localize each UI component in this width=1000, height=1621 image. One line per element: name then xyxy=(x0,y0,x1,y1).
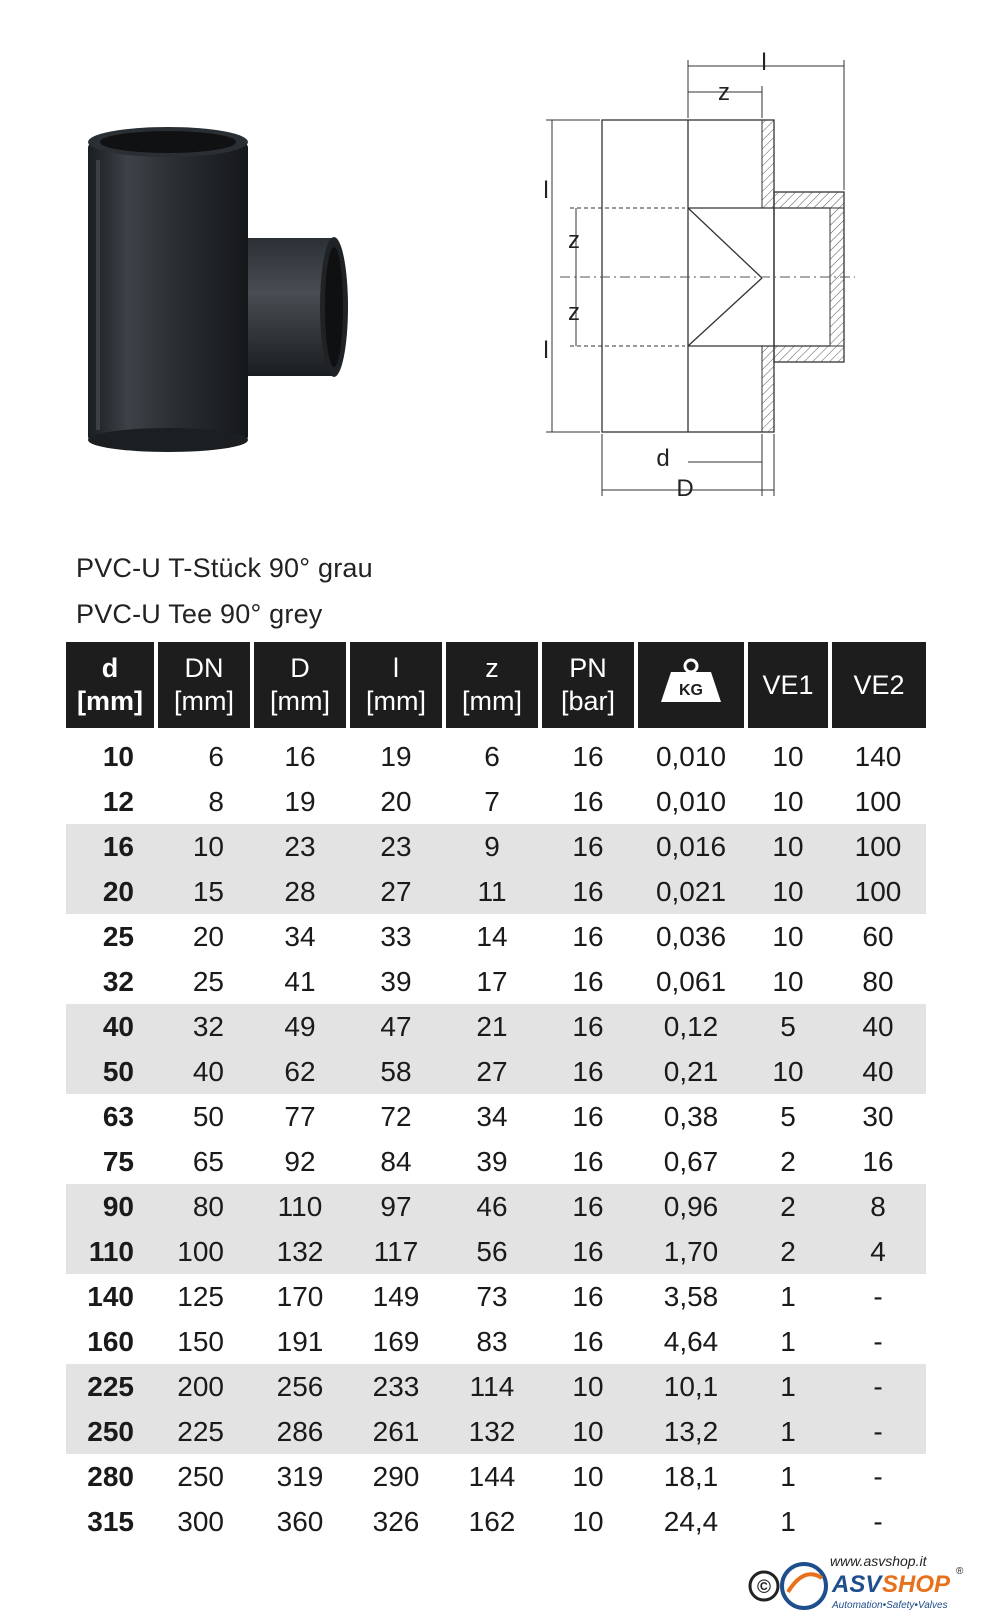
table-row xyxy=(66,1139,926,1184)
table-row xyxy=(66,959,926,1004)
logo-tagline: Automation•Safety•Valves xyxy=(832,1600,948,1611)
product-photo-tee xyxy=(78,120,348,455)
table-cell: 125 xyxy=(177,1280,224,1312)
table-cell: 20 xyxy=(192,920,224,952)
table-row xyxy=(66,1409,926,1454)
table-cell: 83 xyxy=(476,1325,508,1357)
table-cell: 97 xyxy=(348,1184,444,1229)
table-row xyxy=(66,1184,926,1229)
spec-table-header xyxy=(66,642,926,728)
table-cell: 39 xyxy=(476,1145,508,1177)
table-cell: 0,021 xyxy=(636,869,746,914)
table-cell: 144 xyxy=(468,1460,516,1492)
table-cell: 319 xyxy=(276,1460,324,1492)
table-cell: 10 xyxy=(572,1460,604,1492)
table-cell: - xyxy=(873,1505,883,1537)
table-cell: 7 xyxy=(484,785,500,817)
table-cell: 300 xyxy=(177,1505,224,1537)
table-cell: 23 xyxy=(252,824,348,869)
table-cell: 80 xyxy=(156,1184,252,1229)
table-cell: 73 xyxy=(476,1280,508,1312)
column-header xyxy=(156,642,252,728)
table-cell: 170 xyxy=(276,1280,324,1312)
table-cell: - xyxy=(873,1325,883,1357)
table-cell: 0,67 xyxy=(663,1145,719,1177)
table-cell: 84 xyxy=(380,1145,412,1177)
table-cell: 41 xyxy=(284,965,316,997)
table-cell: 110 xyxy=(66,1229,156,1274)
column-header-unit: [mm] xyxy=(77,686,143,716)
table-cell: 19 xyxy=(284,785,316,817)
dim-label-l-left-bottom: l xyxy=(543,337,549,364)
column-header-label: PN xyxy=(569,653,607,683)
table-cell: 150 xyxy=(177,1325,224,1357)
table-cell: 33 xyxy=(380,920,412,952)
table-cell: 20 xyxy=(380,785,412,817)
table-row xyxy=(66,1094,926,1139)
table-cell: 4 xyxy=(830,1229,926,1274)
table-cell: 19 xyxy=(380,740,412,772)
table-cell: - xyxy=(873,1280,883,1312)
table-cell: 0,12 xyxy=(636,1004,746,1049)
table-row xyxy=(66,869,926,914)
column-header-label: VE1 xyxy=(762,669,814,700)
table-cell: 11 xyxy=(444,869,540,914)
table-cell: 16 xyxy=(540,1004,636,1049)
table-cell: 46 xyxy=(444,1184,540,1229)
table-cell: 16 xyxy=(572,785,604,817)
table-cell: 32 xyxy=(156,1004,252,1049)
table-cell: 17 xyxy=(476,965,508,997)
table-cell: 9 xyxy=(444,824,540,869)
table-cell: 250 xyxy=(66,1409,156,1454)
table-cell: 191 xyxy=(276,1325,324,1357)
table-row xyxy=(66,914,926,959)
table-cell: 0,010 xyxy=(655,785,727,817)
table-cell: 50 xyxy=(192,1100,224,1132)
table-cell: 2 xyxy=(780,1145,796,1177)
table-cell: 30 xyxy=(862,1100,894,1132)
table-cell: - xyxy=(830,1409,926,1454)
table-cell: 16 xyxy=(572,740,604,772)
table-cell: 250 xyxy=(177,1460,224,1492)
table-cell: 0,016 xyxy=(636,824,746,869)
table-cell: 10 xyxy=(746,824,830,869)
table-row xyxy=(66,1499,926,1544)
table-cell: 10,1 xyxy=(636,1364,746,1409)
table-cell: 2 xyxy=(746,1184,830,1229)
table-cell: 16 xyxy=(540,1229,636,1274)
column-header xyxy=(830,642,926,728)
table-cell: 15 xyxy=(156,869,252,914)
table-cell: 56 xyxy=(444,1229,540,1274)
table-cell: 10 xyxy=(772,785,804,817)
table-cell: 18,1 xyxy=(663,1460,719,1492)
table-cell: 0,21 xyxy=(636,1049,746,1094)
table-cell: 117 xyxy=(348,1229,444,1274)
dim-label-z-left-bottom: z xyxy=(568,299,580,326)
table-cell: 65 xyxy=(192,1145,224,1177)
table-row xyxy=(66,1049,926,1094)
table-cell: 326 xyxy=(372,1505,420,1537)
table-cell: 169 xyxy=(372,1325,420,1357)
logo-url: www.asvshop.it xyxy=(830,1553,927,1569)
table-cell: 16 xyxy=(572,1100,604,1132)
table-cell: 16 xyxy=(572,1325,604,1357)
table-cell: 10 xyxy=(540,1364,636,1409)
column-header xyxy=(66,642,156,728)
dim-label-D: D xyxy=(676,475,694,502)
table-cell: 280 xyxy=(87,1460,134,1492)
table-cell: 12 xyxy=(102,785,134,817)
weight-kg-icon xyxy=(657,658,725,704)
table-cell: 3,58 xyxy=(663,1280,719,1312)
table-cell: 40 xyxy=(830,1049,926,1094)
table-cell: 315 xyxy=(87,1505,134,1537)
table-cell: 63 xyxy=(102,1100,134,1132)
table-row xyxy=(66,1319,926,1364)
table-row xyxy=(66,1004,926,1049)
table-cell: 21 xyxy=(444,1004,540,1049)
table-cell: 1,70 xyxy=(636,1229,746,1274)
table-cell: 58 xyxy=(348,1049,444,1094)
table-cell: 132 xyxy=(444,1409,540,1454)
table-cell: 10 xyxy=(772,920,804,952)
column-header-label: d xyxy=(101,653,119,683)
table-cell: 77 xyxy=(284,1100,316,1132)
table-cell: 256 xyxy=(252,1364,348,1409)
column-header-label: VE2 xyxy=(853,669,905,700)
table-cell: 10 xyxy=(572,1505,604,1537)
table-cell: 32 xyxy=(102,965,134,997)
table-cell: 34 xyxy=(476,1100,508,1132)
registered-mark: ® xyxy=(956,1566,964,1577)
table-cell: 25 xyxy=(102,920,134,952)
table-cell: - xyxy=(830,1364,926,1409)
table-cell: 10 xyxy=(772,740,804,772)
table-cell: 8 xyxy=(830,1184,926,1229)
column-header xyxy=(252,642,348,728)
table-cell: 110 xyxy=(252,1184,348,1229)
svg-text:KG: KG xyxy=(679,682,703,699)
table-cell: 16 xyxy=(284,740,316,772)
table-cell: 16 xyxy=(572,965,604,997)
table-cell: 25 xyxy=(192,965,224,997)
table-cell: 0,061 xyxy=(655,965,727,997)
table-cell: 40 xyxy=(156,1049,252,1094)
table-cell: 34 xyxy=(284,920,316,952)
spec-table-body xyxy=(66,728,926,1544)
asv-shop-logo xyxy=(748,1552,998,1618)
table-cell: 16 xyxy=(862,1145,894,1177)
table-cell: 10 xyxy=(746,869,830,914)
table-cell: 0,036 xyxy=(655,920,727,952)
table-cell: 225 xyxy=(156,1409,252,1454)
table-cell: 10 xyxy=(772,965,804,997)
table-cell: 16 xyxy=(540,824,636,869)
table-cell: 132 xyxy=(252,1229,348,1274)
column-header-unit: [mm] xyxy=(366,686,426,716)
table-cell: - xyxy=(873,1460,883,1492)
table-cell: 40 xyxy=(830,1004,926,1049)
table-cell: 360 xyxy=(276,1505,324,1537)
table-row xyxy=(66,1229,926,1274)
table-cell: 162 xyxy=(468,1505,516,1537)
table-cell: 16 xyxy=(540,1184,636,1229)
table-cell: 1 xyxy=(746,1364,830,1409)
column-header-unit: [mm] xyxy=(462,686,522,716)
table-row xyxy=(66,1454,926,1499)
table-cell: 100 xyxy=(830,824,926,869)
column-header-label: z xyxy=(485,653,499,683)
dim-label-d: d xyxy=(656,445,670,472)
table-cell: 261 xyxy=(348,1409,444,1454)
dim-label-l-top: l xyxy=(761,50,767,76)
table-cell: 16 xyxy=(572,1280,604,1312)
table-cell: 2 xyxy=(746,1229,830,1274)
table-cell: 100 xyxy=(830,869,926,914)
column-header-label: DN xyxy=(184,653,224,683)
technical-drawing xyxy=(530,50,910,520)
table-cell: 75 xyxy=(102,1145,134,1177)
table-cell: 140 xyxy=(87,1280,134,1312)
logo-brand-shop: SHOP xyxy=(882,1571,951,1598)
table-cell: 13,2 xyxy=(636,1409,746,1454)
table-row xyxy=(66,824,926,869)
table-cell: 10 xyxy=(156,824,252,869)
table-cell: 100 xyxy=(854,785,902,817)
table-cell: 1 xyxy=(780,1325,796,1357)
table-cell: 5 xyxy=(746,1004,830,1049)
column-header xyxy=(348,642,444,728)
table-cell: 47 xyxy=(348,1004,444,1049)
dim-label-z-left-top: z xyxy=(568,227,580,254)
table-cell: 72 xyxy=(380,1100,412,1132)
table-cell: 225 xyxy=(66,1364,156,1409)
table-cell: 149 xyxy=(372,1280,420,1312)
product-title-english: PVC-U Tee 90° grey xyxy=(76,599,323,629)
table-cell: 20 xyxy=(66,869,156,914)
copyright-icon: © xyxy=(757,1577,771,1598)
column-header xyxy=(540,642,636,728)
table-cell: 140 xyxy=(854,740,902,772)
table-cell: 0,38 xyxy=(663,1100,719,1132)
column-header-label: l xyxy=(393,653,399,683)
column-header xyxy=(746,642,830,728)
table-cell: 80 xyxy=(862,965,894,997)
table-cell: 160 xyxy=(87,1325,134,1357)
table-row xyxy=(66,779,926,824)
table-cell: 39 xyxy=(380,965,412,997)
table-cell: 90 xyxy=(66,1184,156,1229)
table-row xyxy=(66,1274,926,1319)
table-cell: 28 xyxy=(252,869,348,914)
table-cell: 24,4 xyxy=(663,1505,719,1537)
table-cell: 200 xyxy=(156,1364,252,1409)
table-cell: 290 xyxy=(372,1460,420,1492)
table-cell: 1 xyxy=(780,1280,796,1312)
column-header-label: D xyxy=(290,653,310,683)
table-cell: 16 xyxy=(572,920,604,952)
table-row xyxy=(66,728,926,779)
spec-table xyxy=(66,642,926,1544)
table-cell: 6 xyxy=(484,740,500,772)
column-header-unit: [mm] xyxy=(174,686,234,716)
table-cell: 1 xyxy=(780,1505,796,1537)
table-cell: 62 xyxy=(252,1049,348,1094)
table-cell: 233 xyxy=(348,1364,444,1409)
table-cell: 40 xyxy=(66,1004,156,1049)
table-cell: 16 xyxy=(66,824,156,869)
table-cell: 27 xyxy=(444,1049,540,1094)
table-cell: 8 xyxy=(208,785,224,817)
table-row xyxy=(66,1364,926,1409)
table-cell: 14 xyxy=(476,920,508,952)
column-header-unit: [mm] xyxy=(270,686,330,716)
table-cell: 114 xyxy=(444,1364,540,1409)
column-header xyxy=(444,642,540,728)
table-cell: 49 xyxy=(252,1004,348,1049)
table-cell: 50 xyxy=(66,1049,156,1094)
table-cell: 60 xyxy=(862,920,894,952)
table-cell: 16 xyxy=(540,869,636,914)
table-cell: 5 xyxy=(780,1100,796,1132)
table-cell: 0,96 xyxy=(636,1184,746,1229)
dim-label-l-left-top: l xyxy=(543,177,549,204)
table-cell: 16 xyxy=(572,1145,604,1177)
table-cell: 92 xyxy=(284,1145,316,1177)
table-cell: 10 xyxy=(102,740,134,772)
product-title-german: PVC-U T-Stück 90° grau xyxy=(76,553,373,583)
table-cell: 10 xyxy=(540,1409,636,1454)
dim-label-z-top: z xyxy=(718,79,730,106)
table-cell: 16 xyxy=(540,1049,636,1094)
table-cell: 6 xyxy=(208,740,224,772)
column-header xyxy=(636,642,746,728)
table-cell: 0,010 xyxy=(655,740,727,772)
table-cell: 27 xyxy=(348,869,444,914)
logo-brand-asv: ASV xyxy=(832,1571,882,1598)
table-cell: 1 xyxy=(746,1409,830,1454)
table-cell: 4,64 xyxy=(663,1325,719,1357)
table-cell: 100 xyxy=(156,1229,252,1274)
column-header-unit: [bar] xyxy=(560,686,616,716)
table-cell: 286 xyxy=(252,1409,348,1454)
table-cell: 10 xyxy=(746,1049,830,1094)
table-cell: 1 xyxy=(780,1460,796,1492)
table-cell: 23 xyxy=(348,824,444,869)
